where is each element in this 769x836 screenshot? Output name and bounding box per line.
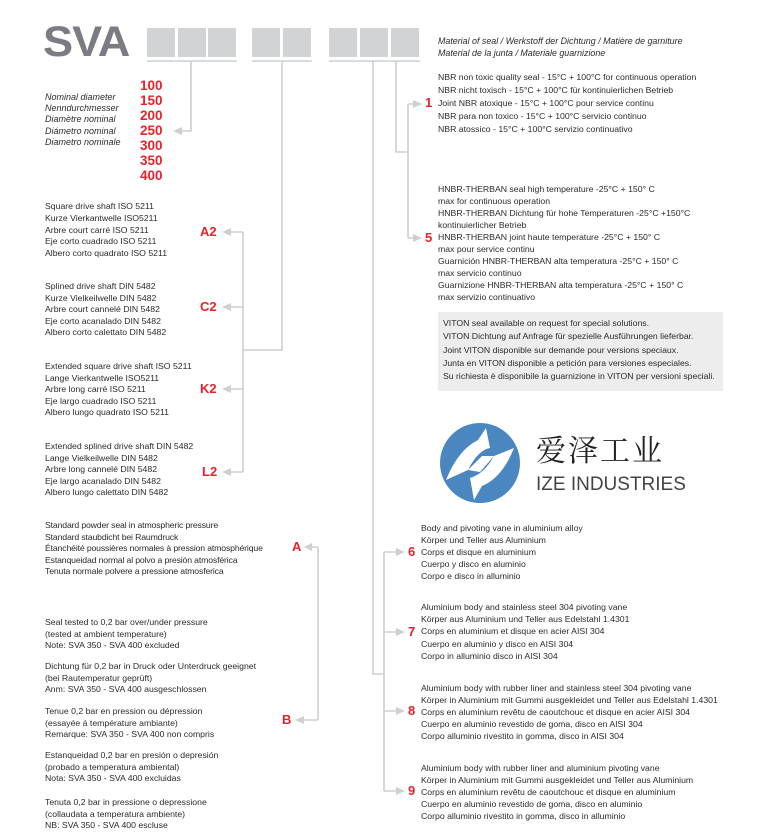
text-line: Eje corto acanalado DIN 5482 [45,315,161,326]
text-line: Standard powder seal in atmospheric pressure [45,520,219,530]
text-line: max for continuous operation [438,196,551,206]
ize-logo-mark-icon [438,420,528,510]
ize-industries-logo [438,420,718,510]
text-line: Remarque: SVA 350 - SVA 400 non compris [45,729,215,740]
text-line: 400 [140,168,163,183]
sealing-b-it [45,797,207,832]
nominal-diameter-labels [45,92,121,148]
shaft-k2-description [45,361,192,419]
shaft-code-c2: C2 [200,299,217,314]
text-line: Standard staubdicht bei Raumdruck [45,531,179,542]
text-line: VITON Dichtung auf Anfrage für spezielle Ausführungen lieferbar. [443,331,694,342]
text-line: Lange Vierkantwelle ISO5211 [45,372,160,383]
text-line: HNBR-THERBAN seal high temperature -25°C + 150° C [438,184,655,194]
text-line: (essayée á température ambiante) [45,717,178,728]
viton-note-box [438,312,723,391]
text-line: Seal tested to 0,2 bar over/under pressure [45,617,208,627]
text-line: Arbre court carré ISO 5211 [45,224,149,235]
text-line: Material of seal / Werkstoff der Dichtung / Matière de garniture [438,36,683,46]
viton-note [443,317,715,383]
text-line: Kurze Vielkeilwelle DIN 5482 [45,292,157,303]
text-line: Corpo alluminio rivestito in gomma, disco in alluminio [421,811,626,821]
shaft-code-l2: L2 [202,464,218,479]
text-line: Tenuta 0,2 bar in pressione o depressione [45,797,207,807]
text-line: Extended square drive shaft ISO 5211 [45,361,192,371]
text-line: Estanqueidad 0,2 bar en presión o depresión [45,750,219,760]
text-line: (tested at ambient temperature) [45,628,167,639]
text-line: Eje largo acanalado DIN 5482 [45,475,161,486]
text-line: Corps en aluminium et disque en acier AISI 304 [421,626,605,637]
text-line: Joint NBR atoxique - 15°C + 100°C pour service continu [438,98,654,108]
text-line: (bei Rautemperatur geprüft) [45,672,153,683]
sealing-b-de [45,661,256,696]
text-line: Körper und Teller aus Aluminium [421,535,546,545]
text-line: Anm: SVA 350 - SVA 400 ausgeschlossen [45,684,207,695]
sealing-b-fr [45,706,214,741]
sealing-code-a: A [292,539,302,554]
watermark-chinese: 爱泽工业 [536,434,664,469]
text-line: 250 [140,123,163,138]
text-line: 200 [140,108,163,123]
text-line: NBR atossico - 15°C + 100°C servizio continuativo [438,124,633,134]
text-line: Albero lungo quadrato ISO 5211 [45,407,169,417]
text-line: Body and pivoting vane in aluminium alloy [421,523,583,533]
body-code-6: 6 [408,544,416,559]
text-line: Corpo in alluminio disco in AISI 304 [421,650,558,661]
shaft-l2-description [45,441,193,499]
text-line: Square drive shaft ISO 5211 [45,201,154,211]
text-line: Cuerpo en aluminio revestido de goma, disco en AISI 304 [421,719,643,729]
text-line: HNBR-THERBAN Dichtung für hohe Temperaturen -25°C +150°C [438,208,691,218]
text-line: Corpo e disco in alluminio [421,571,521,581]
text-line: max pour service continu [438,244,535,254]
seal-option-5-description [438,183,690,303]
sealing-a-description [45,520,263,578]
shaft-code-a2: A2 [200,224,217,239]
text-line: Tenuta normale polvere a pressione atmosferica [45,566,224,577]
text-line: Arbre long cannelé DIN 5482 [45,464,158,474]
text-line: Tenue 0,2 bar en pression ou dépression [45,706,203,716]
sealing-code-b: B [282,712,292,727]
text-line: 300 [140,138,163,153]
body-option-6-description [421,522,583,582]
text-line: Cuerpo y disco en aluminio [421,559,526,569]
text-line: Körper aus Aluminium und Teller aus Edelstahl 1.4301 [421,614,630,625]
text-line: Corps en aluminium revêtu de caoutchouc et disque en aluminium [421,787,676,797]
text-line: NBR para non toxico - 15°C + 100°C servicio continuo [438,111,647,121]
text-line: max servizio continuativo [438,292,536,302]
text-line: Splined drive shaft DIN 5482 [45,281,156,291]
text-line: Körper in Aluminium mit Gummi ausgekleidet und Teller aus Edelstahl 1.4301 [421,695,718,705]
seal-code-1: 1 [425,95,433,110]
text-line: Joint VITON disponible sur demande pour versions speciaux. [443,344,679,355]
text-line: Arbre long carré ISO 5211 [45,384,146,394]
text-line: Dichtung für 0,2 bar in Druck oder Unterdruck geeignet [45,661,257,671]
sealing-b-es [45,750,218,785]
text-line: Material de la junta / Materiale guarnizione [438,48,606,58]
body-option-8-description [421,682,718,742]
nominal-diameter-values [140,78,163,183]
shaft-a2-description [45,201,167,260]
text-line: 350 [140,153,163,168]
text-line: NBR non toxic quality seal - 15°C + 100°C for continuous operation [438,72,697,82]
text-line: Arbre court cannelé DIN 5482 [45,304,160,314]
text-line: Nota: SVA 350 - SVA 400 excluidas [45,773,181,784]
text-line: Corpo alluminio rivestito in gomma, disco in AISI 304 [421,731,624,741]
text-line: (collaudata a temperatura ambiente) [45,808,186,819]
text-line: HNBR-THERBAN joint haute temperature -25°C + 150° C [438,232,661,242]
text-line: Étanchéité poussières normales à pression atmosphérique [45,543,263,554]
text-line: VITON seal available on request for special solutions. [443,318,650,328]
body-option-7-description [421,601,629,662]
text-line: 150 [140,93,163,108]
text-line: Cuerpo en aluminio y disco en AISI 304 [421,638,574,649]
text-line: Nenndurchmesser [45,103,119,114]
shaft-code-k2: K2 [200,381,217,396]
text-line: Note: SVA 350 - SVA 400 excluded [45,640,180,651]
text-line: Albero lungo calettato DIN 5482 [45,487,169,497]
text-line: Aluminium body with rubber liner and stainless steel 304 pivoting vane [421,683,692,693]
seal-option-1-description [438,71,696,136]
text-line: Nominal diameter [45,92,116,102]
body-code-8: 8 [408,703,416,718]
text-line: Eje corto cuadrado ISO 5211 [45,236,157,247]
text-line: kontinuierlicher Betrieb [438,220,527,230]
seal-code-5: 5 [425,230,433,245]
text-line: Diamètre nominal [45,114,116,125]
text-line: Eje largo cuadrado ISO 5211 [45,395,157,406]
product-code-title: SVA [43,18,130,66]
text-line: Corps en aluminium revêtu de caoutchouc et disque en acier AISI 304 [421,707,690,717]
text-line: Junta en VITON disponible a petición para versiones especiales. [443,357,692,368]
text-line: NB: SVA 350 - SVA 400 escluse [45,820,168,831]
text-line: Corps et disque en aluminium [421,547,536,557]
text-line: max servicio continuo [438,268,522,278]
text-line: 100 [140,78,163,93]
body-option-9-description [421,762,693,822]
watermark-english: IZE INDUSTRIES [536,474,686,495]
text-line: Su richiesta è disponibile la guarnizione in VITON per versioni speciali. [443,371,715,382]
body-code-7: 7 [408,624,416,639]
shaft-c2-description [45,281,166,339]
text-line: Extended splined drive shaft DIN 5482 [45,441,194,451]
text-line: (probado a temperatura ambiental) [45,761,180,772]
text-line: Diametro nominale [45,136,121,147]
text-line: Guarnizione HNBR-THERBAN alta temperatura -25°C + 150° C [438,280,684,290]
text-line: Albero corto quadrato ISO 5211 [45,248,168,259]
seal-material-heading [438,35,683,59]
body-code-9: 9 [408,783,416,798]
text-line: Körper in Aluminium mit Gummi ausgekleidet und Teller aus Aluminium [421,775,694,785]
text-line: Albero corto calettato DIN 5482 [45,327,167,337]
sealing-b-en [45,617,208,652]
text-line: Lange Vielkeilwelle DIN 5482 [45,452,158,463]
text-line: Guarnición HNBR-THERBAN alta temperatura -25°C + 150° C [438,256,679,266]
text-line: Cuerpo en aluminio revestido de goma, disco en aluminio [421,799,643,809]
text-line: Aluminium body with rubber liner and aluminium pivoting vane [421,763,660,773]
text-line: Estanqueidad normal al polvo a presión atmosférica [45,554,238,565]
text-line: Aluminium body and stainless steel 304 pivoting vane [421,602,628,612]
text-line: Diámetro nominal [45,125,116,136]
text-line: Kurze Vierkantwelle ISO5211 [45,212,158,223]
text-line: NBR nicht toxisch - 15°C + 100°C für kontinuierlichen Betrieb [438,85,674,95]
